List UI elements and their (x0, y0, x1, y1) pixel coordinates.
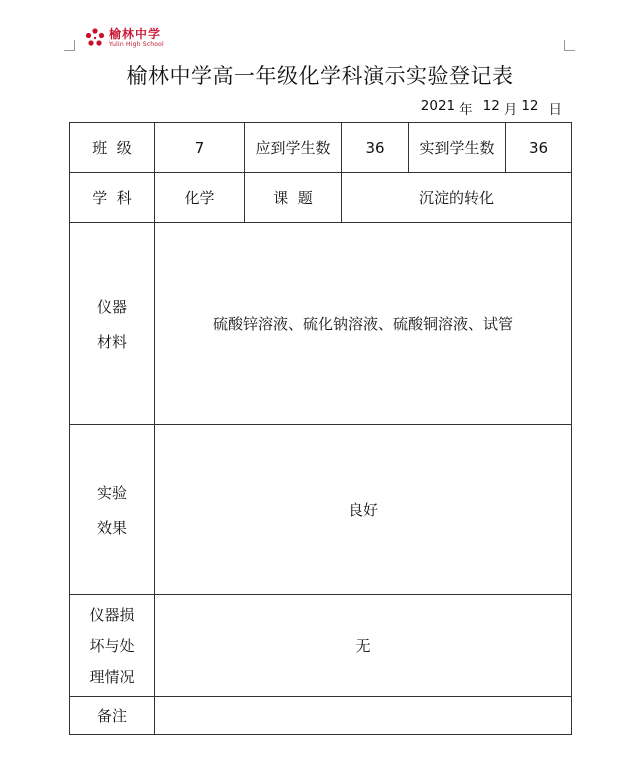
materials-label-line2: 材料 (96, 332, 127, 351)
flower-logo-icon (84, 27, 106, 49)
subject-value: 化学 (155, 173, 245, 223)
record-date (421, 98, 562, 118)
date-day-unit: 日 (548, 102, 562, 118)
date-day: 12 (521, 98, 539, 114)
table-row-effect (70, 425, 572, 595)
table-row-subject (70, 173, 572, 223)
damage-label-line3: 理情况 (89, 668, 135, 686)
date-month-unit: 月 (503, 102, 518, 118)
date-month: 12 (482, 98, 500, 114)
damage-value: 无 (155, 595, 572, 697)
damage-label-line1: 仪器损 (89, 606, 135, 624)
document-title: 榆林中学高一年级化学科演示实验登记表 (126, 64, 514, 88)
effect-label-line1: 实验 (96, 483, 127, 502)
materials-value: 硫酸锌溶液、硫化钠溶液、硫酸铜溶液、试管 (155, 223, 572, 425)
subject-label: 学 科 (70, 173, 155, 223)
effect-value: 良好 (155, 425, 572, 595)
logo-text-english: Yulin High School (109, 41, 164, 48)
effect-label (70, 425, 155, 595)
page-corner-mark-right (564, 40, 575, 51)
class-label: 班 级 (70, 123, 155, 173)
expected-students-value: 36 (342, 123, 409, 173)
topic-value: 沉淀的转化 (342, 173, 572, 223)
materials-label-line1: 仪器 (96, 297, 127, 316)
class-value: 7 (155, 123, 245, 173)
damage-label-line2: 坏与处 (89, 637, 135, 655)
school-logo (84, 24, 164, 52)
effect-label-line2: 效果 (96, 518, 127, 537)
topic-label: 课 题 (245, 173, 342, 223)
table-row-damage (70, 595, 572, 697)
date-year-unit: 年 (459, 102, 473, 118)
table-row-class (70, 123, 572, 173)
table-row-remarks (70, 697, 572, 735)
page-corner-mark-left (64, 40, 75, 51)
remarks-label: 备注 (70, 697, 155, 735)
date-year: 2021 (420, 98, 456, 114)
logo-text-chinese: 榆林中学 (109, 27, 162, 41)
table-row-materials (70, 223, 572, 425)
remarks-value (155, 697, 572, 735)
actual-students-value: 36 (506, 123, 572, 173)
expected-students-label: 应到学生数 (245, 123, 342, 173)
actual-students-label: 实到学生数 (409, 123, 506, 173)
registration-table (69, 122, 572, 735)
damage-label (70, 595, 155, 697)
materials-label (70, 223, 155, 425)
